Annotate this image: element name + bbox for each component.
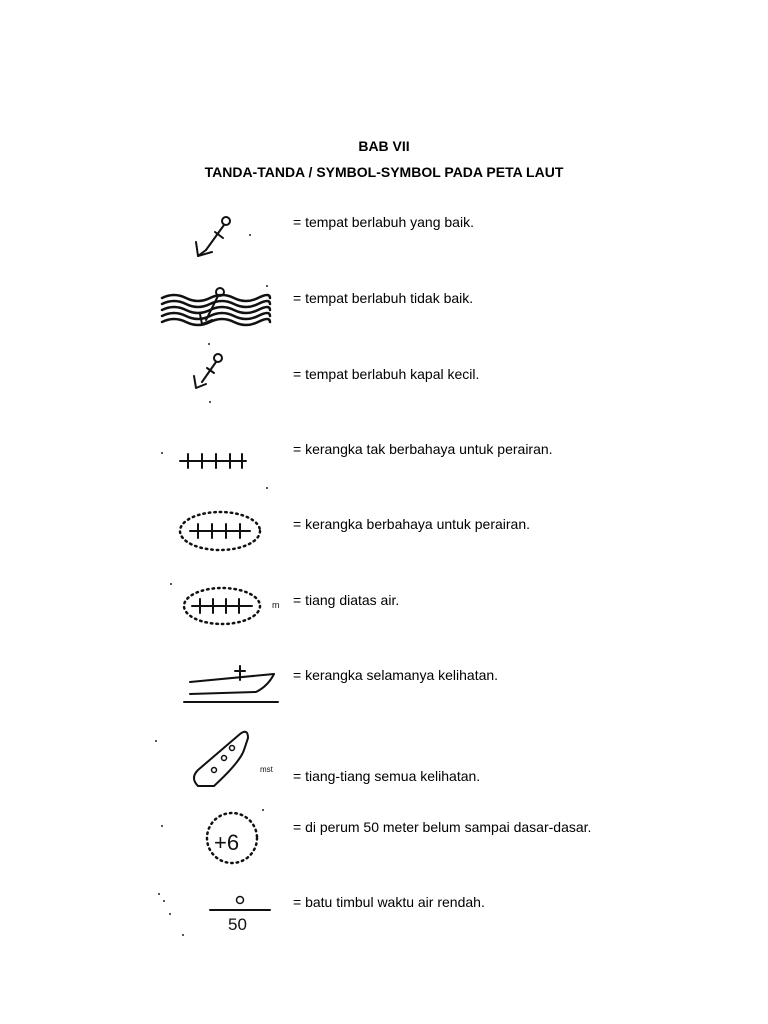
hull-wreck-icon — [182, 662, 282, 706]
masts-label: mst — [260, 765, 273, 774]
anchor-icon — [190, 212, 250, 262]
symbol-description: = kerangka berbahaya untuk perairan. — [293, 516, 530, 532]
symbol-description: = tiang-tiang semua kelihatan. — [293, 768, 481, 784]
mast-dotted-ellipse-icon — [180, 584, 290, 628]
boat-masts-icon — [186, 728, 290, 794]
anchor-waves-icon — [160, 284, 272, 328]
sounding-value: +6 — [214, 830, 240, 855]
small-anchor-icon — [188, 350, 230, 392]
symbol-description: = tiang diatas air. — [293, 592, 400, 608]
symbol-description: = batu timbul waktu air rendah. — [293, 894, 485, 910]
chapter-heading: BAB VII — [358, 138, 410, 154]
symbol-description: = kerangka tak berbahaya untuk perairan. — [293, 441, 553, 457]
sounding-circle-icon — [202, 812, 268, 866]
mast-label: m — [272, 600, 280, 610]
rock-depth-value: 50 — [228, 915, 247, 934]
rock-depth-icon — [206, 892, 276, 936]
wreck-line-icon — [178, 450, 248, 472]
symbol-description: = di perum 50 meter belum sampai dasar-dasar. — [293, 819, 592, 835]
page-title: TANDA-TANDA / SYMBOL-SYMBOL PADA PETA LAUT — [204, 164, 564, 180]
symbol-description: = tempat berlabuh kapal kecil. — [293, 366, 480, 382]
symbol-description: = tempat berlabuh yang baik. — [293, 214, 474, 230]
wreck-dotted-ellipse-icon — [176, 508, 264, 554]
symbol-description: = kerangka selamanya kelihatan. — [293, 667, 499, 683]
symbol-description: = tempat berlabuh tidak baik. — [293, 290, 474, 306]
